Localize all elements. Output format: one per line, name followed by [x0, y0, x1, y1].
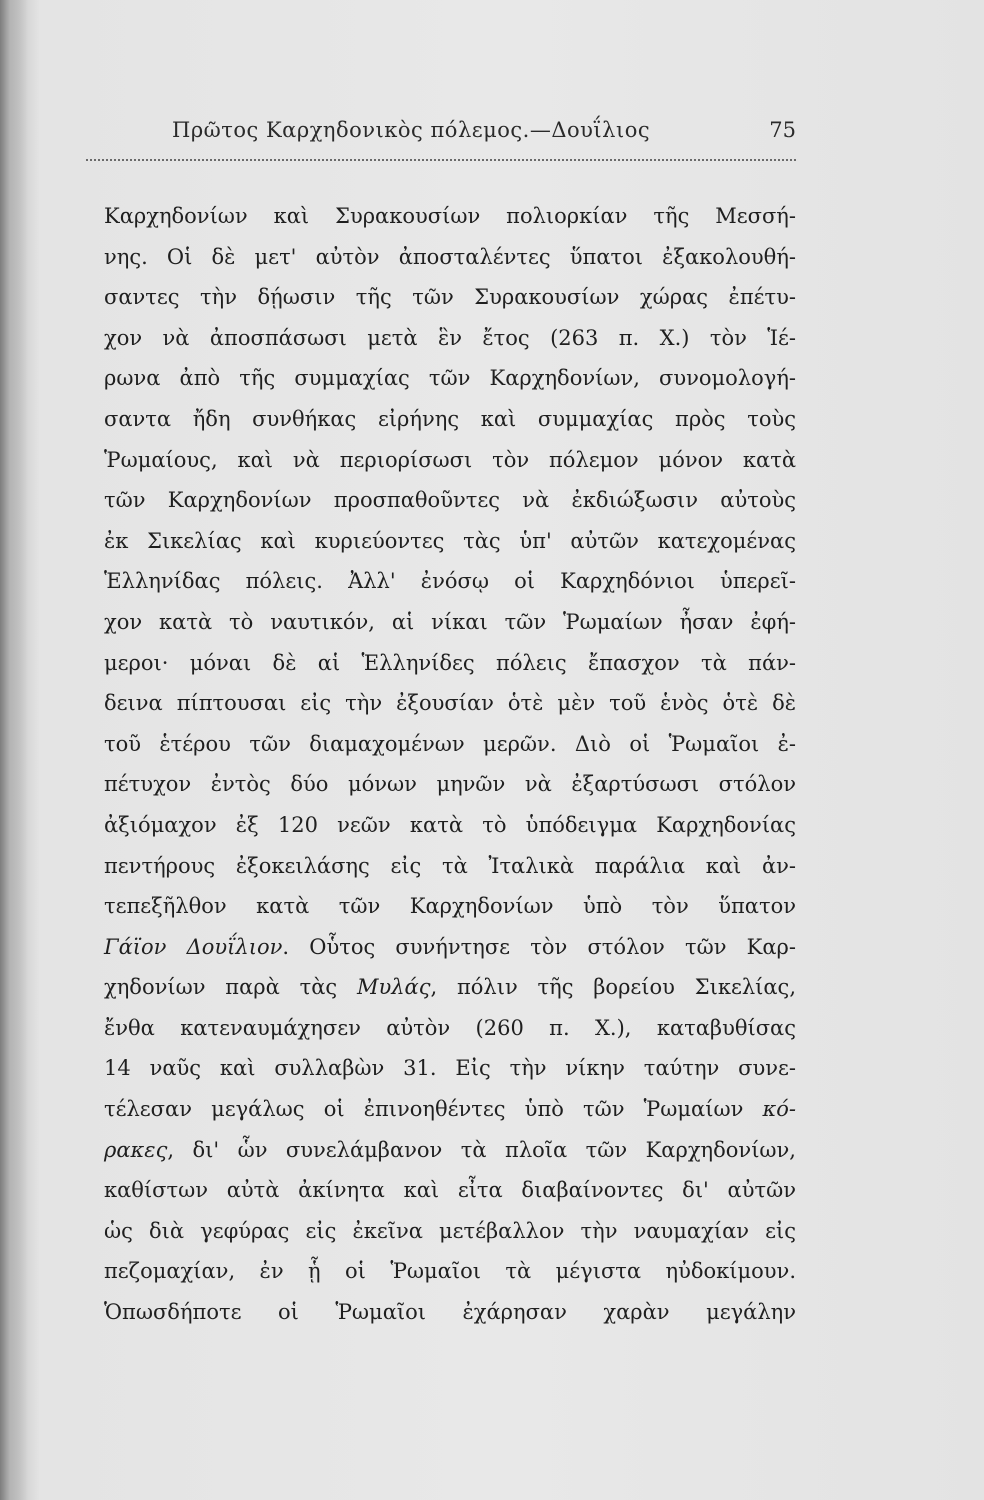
text-line: τέλεσαν μεγάλως οἱ ἐπινοηθέντες ὑπὸ τῶν Ῥωμαίων κό- [104, 1097, 796, 1122]
text-line: δεινα πίπτουσαι εἰς τὴν ἐξουσίαν ὁτὲ μὲν τοῦ ἑνὸς ὁτὲ δὲ [104, 691, 796, 716]
text-line: πέτυχον ἐντὸς δύο μόνων μηνῶν νὰ ἐξαρτύσωσι στόλον [104, 772, 796, 797]
text-line: χον νὰ ἀποσπάσωσι μετὰ ἓν ἔτος (263 π. Χ.) τὸν Ἱέ- [104, 325, 796, 350]
text-line: ὡς διὰ γεφύρας εἰς ἐκεῖνα μετέβαλλον τὴν ναυμαχίαν εἰς [104, 1218, 796, 1243]
text-line: τοῦ ἑτέρου τῶν διαμαχομένων μερῶν. Διὸ οἱ Ῥωμαῖοι ἐ- [104, 731, 796, 756]
body-text [104, 196, 796, 1333]
text-line: πεντήρους ἐξοκειλάσης εἰς τὰ Ἰταλικὰ παράλια καὶ ἀν- [104, 853, 796, 878]
text-line: σαντες τὴν δῄωσιν τῆς τῶν Συρακουσίων χώρας ἐπέτυ- [104, 285, 796, 310]
text-line: ἐκ Σικελίας καὶ κυριεύοντες τὰς ὑπ' αὐτῶν κατεχομένας [104, 528, 796, 553]
text-line: ρακες, δι' ὧν συνελάμβανον τὰ πλοῖα τῶν Καρχηδονίων, [104, 1137, 796, 1162]
text-line: Γάϊον Δουΐλιον. Οὗτος συνήντησε τὸν στόλον τῶν Καρ- [104, 934, 796, 959]
text-line: μεροι· μόναι δὲ αἱ Ἑλληνίδες πόλεις ἔπασχον τὰ πάν- [104, 650, 796, 675]
text-line: σαντα ἤδη συνθήκας εἰρήνης καὶ συμμαχίας πρὸς τοὺς [104, 406, 796, 431]
text-line: πεζομαχίαν, ἐν ᾗ οἱ Ῥωμαῖοι τὰ μέγιστα ηὐδοκίμουν. [104, 1259, 796, 1284]
running-title: Πρῶτος Καρχηδονικὸς πόλεμος.—Δουΐλιος [172, 118, 651, 142]
text-line: νης. Οἱ δὲ μετ' αὐτὸν ἀποσταλέντες ὕπατοι ἐξακολουθή- [104, 244, 796, 269]
text-line: Ῥωμαίους, καὶ νὰ περιορίσωσι τὸν πόλεμον μόνον κατὰ [104, 447, 796, 472]
text-line: ἀξιόμαχον ἐξ 120 νεῶν κατὰ τὸ ὑπόδειγμα Καρχηδονίας [104, 812, 796, 837]
text-line: ἔνθα κατεναυμάχησεν αὐτὸν (260 π. Χ.), καταβυθίσας [104, 1015, 796, 1040]
binding-shadow [0, 0, 28, 1500]
text-line: Ἑλληνίδας πόλεις. Ἀλλ' ἐνόσῳ οἱ Καρχηδόνιοι ὑπερεῖ- [104, 569, 796, 594]
text-line: 14 ναῦς καὶ συλλαβὼν 31. Εἰς τὴν νίκην ταύτην συνε- [104, 1056, 796, 1081]
text-line: καθίστων αὐτὰ ἀκίνητα καὶ εἶτα διαβαίνοντες δι' αὐτῶν [104, 1178, 796, 1203]
page-number: 75 [769, 118, 796, 142]
text-line: Καρχηδονίων καὶ Συρακουσίων πολιορκίαν τῆς Μεσσή- [104, 204, 796, 228]
text-line: Ὁπωσδήποτε οἱ Ῥωμαῖοι ἐχάρησαν χαρὰν μεγάλην [104, 1300, 796, 1325]
header-rule [86, 159, 796, 161]
text-line: τεπεξῆλθον κατὰ τῶν Καρχηδονίων ὑπὸ τὸν ὕπατον [104, 894, 796, 919]
text-line: τῶν Καρχηδονίων προσπαθοῦντες νὰ ἐκδιώξωσιν αὐτοὺς [104, 488, 796, 513]
text-line: χηδονίων παρὰ τὰς Μυλάς, πόλιν τῆς βορείου Σικελίας, [104, 975, 796, 1000]
page-header [172, 118, 796, 154]
text-line: ρωνα ἀπὸ τῆς συμμαχίας τῶν Καρχηδονίων, συνομολογή- [104, 366, 796, 391]
text-line: χον κατὰ τὸ ναυτικόν, αἱ νίκαι τῶν Ῥωμαίων ἦσαν ἐφή- [104, 609, 796, 634]
